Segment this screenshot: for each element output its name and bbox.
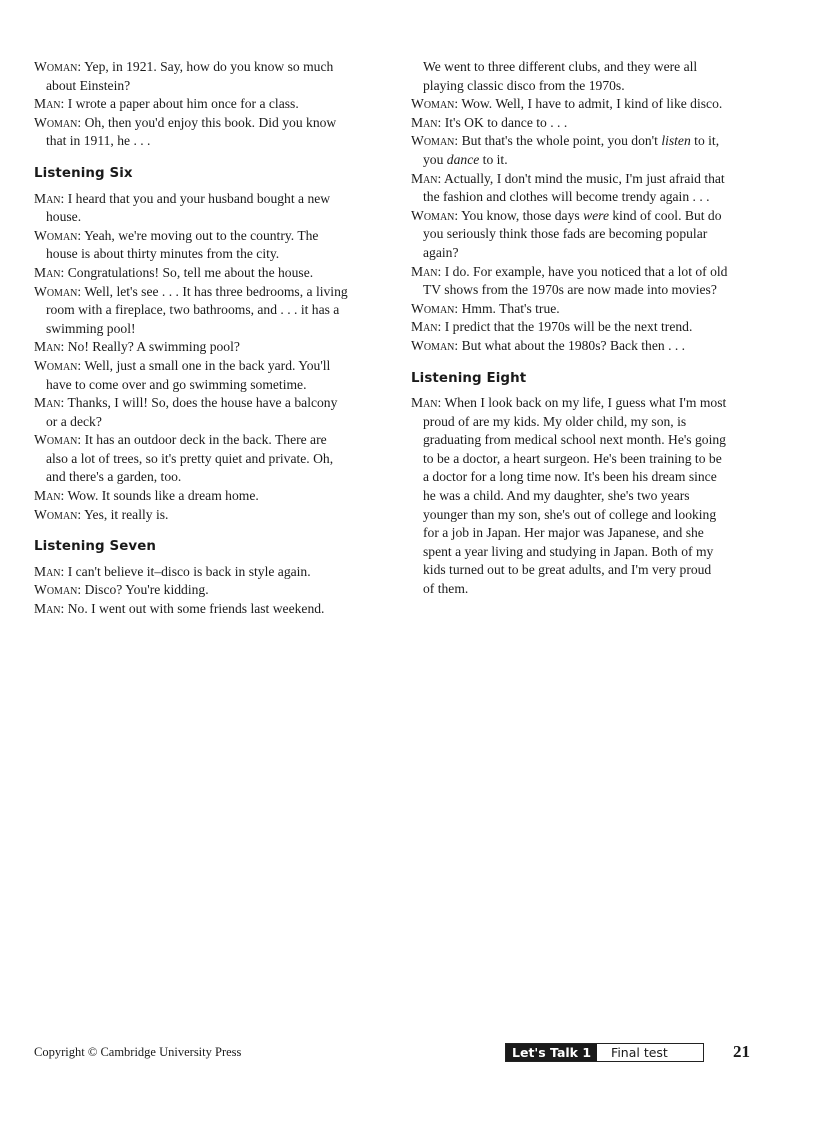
dialogue-text: I can't believe it–disco is back in style again. xyxy=(67,563,311,579)
speaker-label: Man: xyxy=(411,395,442,411)
dialogue-continuation: have to come over and go swimming sometime. xyxy=(46,376,307,392)
dialogue-text: Well, just a small one in the back yard. You'll xyxy=(84,357,331,373)
speaker-label: Woman: xyxy=(411,337,459,353)
dialogue-text: It's OK to dance to . . . xyxy=(444,114,568,130)
speaker-label: Woman: xyxy=(411,207,459,223)
dialogue-text: Thanks, I will! So, does the house have a balcony xyxy=(67,395,338,411)
dialogue-text: Hmm. That's true. xyxy=(461,300,560,316)
dialogue-continuation: kids turned out to be great adults, and I'm very proud xyxy=(423,562,712,578)
speaker-label: Man: xyxy=(34,339,65,355)
dialogue-text: But what about the 1980s? Back then . . . xyxy=(461,337,686,353)
dialogue-continuation: and there's a garden, too. xyxy=(46,469,182,485)
dialogue-continuation: house. xyxy=(46,209,82,225)
speaker-label: Woman: xyxy=(34,283,82,299)
dialogue-continuation: swimming pool! xyxy=(46,320,136,336)
dialogue-text: Actually, I don't mind the music, I'm just afraid that xyxy=(443,170,725,186)
dialogue-continuation: that in 1911, he . . . xyxy=(46,133,151,149)
speaker-label: Woman: xyxy=(411,300,459,316)
dialogue-line xyxy=(34,600,379,619)
page-footer xyxy=(0,1042,816,1064)
dialogue-line xyxy=(411,132,759,151)
emphasis-text: were xyxy=(583,207,609,223)
dialogue-line xyxy=(34,227,379,246)
dialogue-continuation: the fashion and clothes will become trendy again . . . xyxy=(423,189,710,205)
section-heading-listening-six: Listening Six xyxy=(34,165,133,181)
speaker-label: Man: xyxy=(411,263,442,279)
speaker-label: Woman: xyxy=(34,506,82,522)
dialogue-text: I predict that the 1970s will be the next trend. xyxy=(444,319,693,335)
dialogue-line xyxy=(411,394,759,413)
dialogue-text: Yep, in 1921. Say, how do you know so much xyxy=(84,59,334,74)
dialogue-line xyxy=(411,114,759,133)
dialogue-continuation: also a lot of trees, so it's pretty quiet and private. Oh, xyxy=(46,450,334,466)
right-column xyxy=(411,58,759,599)
dialogue-line xyxy=(34,283,379,302)
speaker-label: Man: xyxy=(411,170,442,186)
dialogue-continuation: TV shows from the 1970s are now made into movies? xyxy=(423,282,717,298)
speaker-label: Woman: xyxy=(34,582,82,598)
dialogue-text: kind of cool. But do xyxy=(608,207,722,223)
dialogue-line xyxy=(411,170,759,189)
test-name: Final test xyxy=(597,1044,703,1061)
dialogue-continuation: We went to three different clubs, and they were all xyxy=(423,59,698,74)
dialogue-continuation: a doctor for a long time now. It's been his dream since xyxy=(423,469,717,485)
speaker-label: Woman: xyxy=(411,133,459,149)
dialogue-text: No! Really? A swimming pool? xyxy=(67,339,240,355)
speaker-label: Woman: xyxy=(411,96,459,112)
dialogue-text: Well, let's see . . . It has three bedrooms, a living xyxy=(84,283,348,299)
dialogue-text: Wow. Well, I have to admit, I kind of like disco. xyxy=(461,96,723,112)
dialogue-text: to it, xyxy=(690,133,720,149)
dialogue-continuation: playing classic disco from the 1970s. xyxy=(423,77,625,93)
series-title: Let's Talk 1 xyxy=(506,1044,597,1061)
dialogue-continuation: graduating from medical school next month. He's going xyxy=(423,432,726,448)
dialogue-continuation: house is about thirty minutes from the city. xyxy=(46,246,280,262)
dialogue-text: Disco? You're kidding. xyxy=(84,582,209,598)
dialogue-line xyxy=(34,190,379,209)
dialogue-text: Oh, then you'd enjoy this book. Did you know xyxy=(84,114,337,130)
dialogue-text: I wrote a paper about him once for a class. xyxy=(67,96,299,112)
dialogue-continuation: of them. xyxy=(423,581,469,597)
dialogue-continuation: or a deck? xyxy=(46,413,102,429)
speaker-label: Woman: xyxy=(34,114,82,130)
dialogue-text: No. I went out with some friends last weekend. xyxy=(67,601,325,617)
section-heading-listening-eight: Listening Eight xyxy=(411,370,527,386)
dialogue-text: Yes, it really is. xyxy=(84,506,169,522)
dialogue-line xyxy=(411,263,759,282)
dialogue-line xyxy=(34,95,379,114)
speaker-label: Woman: xyxy=(34,59,82,74)
speaker-label: Man: xyxy=(34,563,65,579)
dialogue-line xyxy=(34,581,379,600)
dialogue-text: I do. For example, have you noticed that a lot of old xyxy=(444,263,728,279)
dialogue-text: When I look back on my life, I guess what I'm most xyxy=(444,395,727,411)
dialogue-text: Wow. It sounds like a dream home. xyxy=(67,488,259,504)
emphasis-text: listen xyxy=(661,133,691,149)
dialogue-text: It has an outdoor deck in the back. There are xyxy=(84,432,327,448)
dialogue-line xyxy=(34,394,379,413)
speaker-label: Woman: xyxy=(34,227,82,243)
dialogue-text: But that's the whole point, you don't xyxy=(461,133,662,149)
emphasis-text: dance xyxy=(446,151,480,167)
dialogue-text: Congratulations! So, tell me about the house. xyxy=(67,264,314,280)
series-badge xyxy=(505,1043,704,1062)
dialogue-line xyxy=(411,337,759,356)
dialogue-line xyxy=(34,563,379,582)
speaker-label: Man: xyxy=(34,395,65,411)
section-heading-listening-seven: Listening Seven xyxy=(34,539,157,555)
dialogue-text: I heard that you and your husband bought a new xyxy=(67,190,331,206)
dialogue-line xyxy=(411,95,759,114)
speaker-label: Woman: xyxy=(34,432,82,448)
speaker-label: Man: xyxy=(34,96,65,112)
dialogue-line xyxy=(34,357,379,376)
speaker-label: Man: xyxy=(34,264,65,280)
dialogue-line xyxy=(411,207,759,226)
dialogue-line xyxy=(34,264,379,283)
dialogue-continuation: you seriously think those fads are becoming popular xyxy=(423,226,708,242)
dialogue-continuation: to be a doctor, a heart surgeon. He's been training to be xyxy=(423,450,722,466)
speaker-label: Man: xyxy=(34,190,65,206)
left-column xyxy=(34,58,379,619)
dialogue-line xyxy=(34,114,379,133)
dialogue-text: You know, those days xyxy=(461,207,584,223)
dialogue-continuation: about Einstein? xyxy=(46,77,131,93)
dialogue-line xyxy=(34,338,379,357)
dialogue-line xyxy=(34,431,379,450)
dialogue-text: Yeah, we're moving out to the country. The xyxy=(84,227,319,243)
speaker-label: Man: xyxy=(34,488,65,504)
dialogue-text: to it. xyxy=(479,151,508,167)
speaker-label: Woman: xyxy=(34,357,82,373)
dialogue-line xyxy=(34,487,379,506)
dialogue-text: you xyxy=(423,151,447,167)
dialogue-continuation: for a job in Japan. Her major was Japanese, and she xyxy=(423,525,704,541)
dialogue-line xyxy=(34,506,379,525)
dialogue-continuation xyxy=(411,151,759,170)
dialogue-continuation: proud of are my kids. My older child, my son, is xyxy=(423,413,687,429)
copyright-notice: Copyright © Cambridge University Press xyxy=(34,1045,242,1059)
dialogue-line xyxy=(411,300,759,319)
dialogue-line xyxy=(34,58,379,77)
page-number: 21 xyxy=(733,1042,750,1061)
dialogue-continuation: again? xyxy=(423,244,459,260)
dialogue-continuation: spent a year living and studying in Japan. Both of my xyxy=(423,543,714,559)
speaker-label: Man: xyxy=(411,114,442,130)
dialogue-continuation: room with a fireplace, two bathrooms, and . . . it has a xyxy=(46,302,340,318)
dialogue-line xyxy=(411,318,759,337)
dialogue-continuation: he was a child. And my daughter, she's two years xyxy=(423,488,690,504)
speaker-label: Man: xyxy=(411,319,442,335)
speaker-label: Man: xyxy=(34,601,65,617)
dialogue-continuation: younger than my son, she's out of college and looking xyxy=(423,506,717,522)
